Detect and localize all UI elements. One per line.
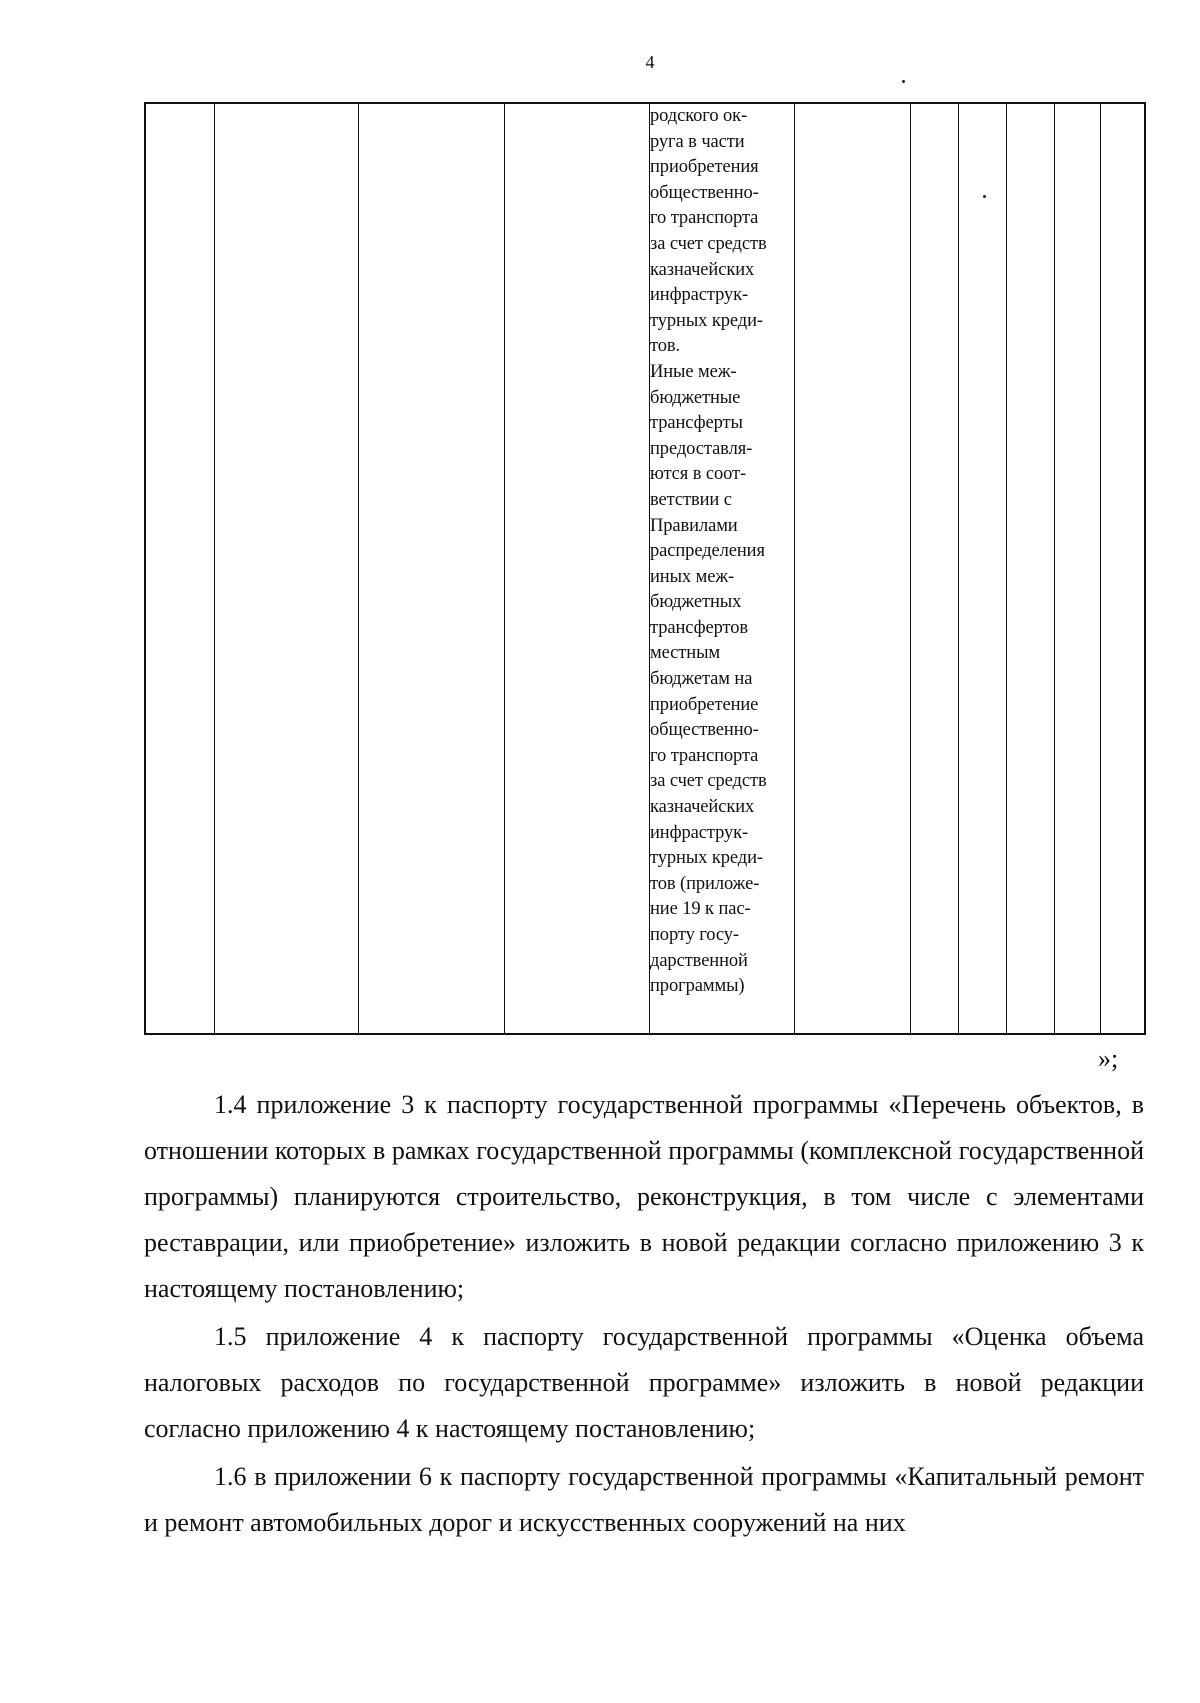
column-divider — [358, 104, 359, 1033]
column-divider — [958, 104, 959, 1033]
column-divider — [504, 104, 505, 1033]
column-divider — [794, 104, 795, 1033]
table-cell-description: родского ок- руга в части приобретения общественно- го транспорта за счет средств казначейских инфраструк- турных креди- тов. Иные меж- бюджетные трансферты предоставля- ются в соот- ветствии с Правилами распределения иных меж- бюджетных трансфертов местным бюджетам на приобретение общественно- го транспорта за счет средств казначейских инфраструк- турных креди- тов (приложе- ние 19 к пас- порту госу- дарственной программы) — [650, 106, 767, 997]
column-divider — [1006, 104, 1007, 1033]
column-divider — [1054, 104, 1055, 1033]
paragraph-1-6: 1.6 в приложении 6 к паспорту государственной программы «Капитальный ремонт и ремонт автомобильных дорог и искусственных сооружений на них — [144, 1462, 1144, 1537]
document-body — [144, 1082, 1144, 1546]
closing-quote: »; — [1098, 1044, 1119, 1073]
paragraph-1-4: 1.4 приложение 3 к паспорту государственной программы «Перечень объектов, в отношении которых в рамках государственной программы (комплексной государственной программы) планируются строительство, реконструкция, в том числе с элементами реставрации, или приобретение» изложить в новой редакции согласно приложению 3 к настоящему постановлению; — [144, 1090, 1144, 1303]
scan-speck — [902, 80, 905, 83]
column-divider — [1100, 104, 1101, 1033]
page-number: 4 — [645, 52, 655, 72]
column-divider — [214, 104, 215, 1033]
continuation-table — [144, 102, 1146, 1035]
column-divider — [910, 104, 911, 1033]
paragraph-1-5: 1.5 приложение 4 к паспорту государственной программы «Оценка объема налоговых расходов по государственной программе» изложить в новой редакции согласно приложению 4 к настоящему постановлению; — [144, 1322, 1144, 1443]
